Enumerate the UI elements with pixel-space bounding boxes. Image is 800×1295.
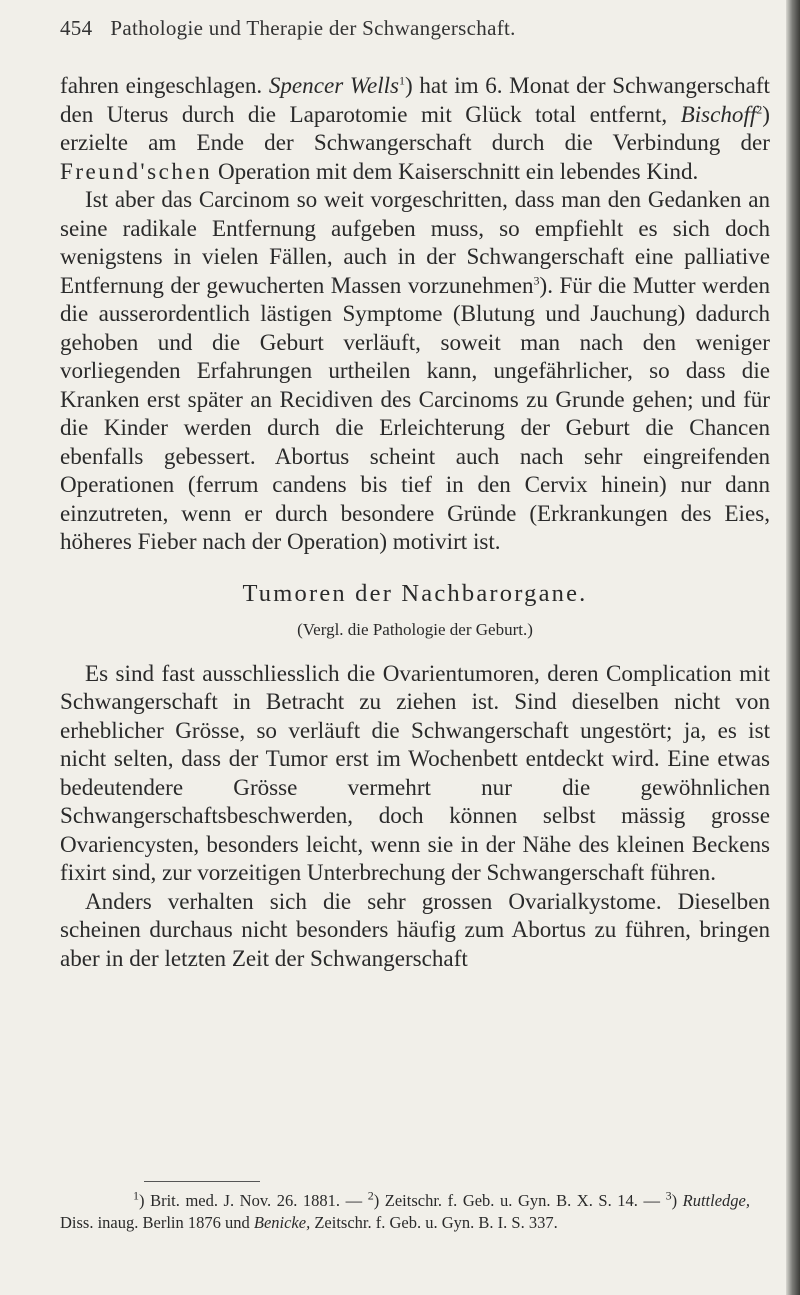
- section-heading: Tumoren der Nachbarorgane.: [242, 579, 588, 607]
- page-edge-shadow: [786, 0, 800, 1295]
- author-bischoff: Bischoff: [680, 100, 757, 127]
- footnotes: [60, 1190, 750, 1233]
- footnote-ref-1: 1: [399, 73, 406, 88]
- footnote-marker-3: 3: [665, 1188, 672, 1203]
- author-spencer-wells: Spencer Wells: [268, 72, 400, 98]
- main-text: [60, 71, 770, 972]
- footnote-marker-2: 2: [367, 1188, 374, 1203]
- footnote-ref-2: 2: [756, 101, 763, 116]
- paragraph-carcinoma-surgery: fahren eingeschlagen. Spencer Wells$^1$) hat im 6. Monat der Schwangerschaft den Uterus durch die Laparotomie mit Glück total entfernt, Bischoff$^2$) erzielte am Ende der Schwangerschaft durch die Verbindung der Freund'schen Operation mit dem Kaiserschnitt ein lebendes Kind.: [60, 72, 770, 184]
- footnote-ref-3: 3: [533, 272, 540, 287]
- paragraph-ovarian-kystoma: Anders verhalten sich die sehr grossen Ovarialkystome. Dieselben scheinen durchaus nicht besonders häufig zum Abortus zu führen, bringen aber in der letzten Zeit der Schwangerschaft: [60, 887, 770, 971]
- page-header: [60, 16, 750, 41]
- section-subheading: (Vergl. die Pathologie der Geburt.): [297, 620, 533, 639]
- paragraph-palliative-removal: Ist aber das Carcinom so weit vorgeschritten, dass man den Gedanken an seine radikale Entfernung aufgeben muss, so empfiehlt es sich doch wenigstens in vielen Fällen, auch in der Schwangerschaft eine palliative Entfernung der gewucherten Massen vorzunehmen$^3$). Für die Mutter werden die ausserordentlich lästigen Symptome (Blutung und Jauchung) dadurch gehoben und die Geburt verläuft, soweit man nach den weniger vorliegenden Erfahrungen urtheilen kann, ungefährlicher, so dass die Kranken erst später an Recidiven des Carcinoms zu Grunde gehen; und für die Kinder werden durch die Erleichterung der Geburt die Chancen ebenfalls gebessert. Abortus scheint auch nach sehr eingreifenden Operationen (ferrum candens bis tief in den Cervix hinein) nur dann einzutreten, wenn er durch besondere Gründe (Erkrankungen des Eies, höheres Fieber nach der Operation) motivirt ist.: [60, 186, 771, 554]
- author-freund: Freund'schen: [60, 157, 213, 184]
- footnote-marker-1: 1: [133, 1188, 139, 1203]
- footnote-block: $^1$) Brit. med. J. Nov. 26. 1881. — $^2$) Zeitschr. f. Geb. u. Gyn. B. X. S. 14. — $^3$) Ruttledge, Diss. inaug. Berlin 1876 und Benicke, Zeitschr. f. Geb. u. Gyn. B. I. S. 337.: [60, 1188, 750, 1232]
- page-number: 454: [60, 16, 93, 40]
- author-ruttledge: Ruttledge,: [682, 1191, 750, 1210]
- author-benicke: Benicke,: [253, 1212, 311, 1232]
- paragraph-ovarian-tumors: Es sind fast ausschliesslich die Ovarientumoren, deren Complication mit Schwangerschaft in Betracht zu ziehen ist. Sind dieselben nicht von erheblicher Grösse, so verläuft die Schwangerschaft ungestört; ja, es ist nicht selten, dass der Tumor erst im Wochenbett entdeckt wird. Eine etwas bedeutendere Grösse vermehrt nur die gewöhnlichen Schwangerschaftsbeschwerden, doch können selbst mässig grosse Ovariencysten, besonders leicht, wenn sie in der Nähe des kleinen Beckens fixirt sind, zur vorzeitigen Unterbrechung der Schwangerschaft führen.: [60, 659, 770, 885]
- running-title: Pathologie und Therapie der Schwangerschaft.: [110, 16, 516, 40]
- footnote-divider: [144, 1181, 260, 1182]
